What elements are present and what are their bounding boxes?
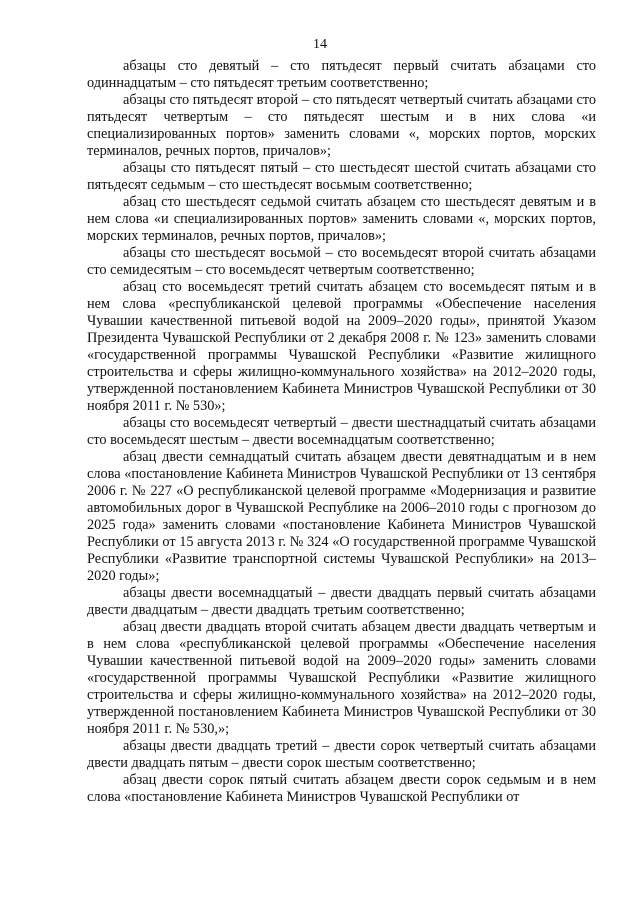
paragraph: абзацы двести двадцать третий – двести сорок четвертый считать абзацами двести двадцать пятым – двести сорок шестым соответственно; bbox=[87, 738, 596, 771]
paragraph: абзац сто шестьдесят седьмой считать абзацем сто шестьдесят девятым и в нем слова «и специализированных портов» заменить словами «, морских портов, морских терминалов, речных портов, причалов»; bbox=[87, 194, 596, 244]
paragraph: абзацы сто восемьдесят четвертый – двести шестнадцатый считать абзацами сто восемьдесят шестым – двести восемнадцатым соответственно; bbox=[87, 415, 596, 448]
paragraph: абзац двести сорок пятый считать абзацем двести сорок седьмым и в нем слова «постановление Кабинета Министров Чувашской Республики от bbox=[87, 772, 596, 805]
paragraph: абзац двести двадцать второй считать абзацем двести двадцать четвертым и в нем слова «республиканской целевой программы «Обеспечение населения Чувашии качественной питьевой водой на 2009–2020 годы» заменить словами «государственной программы Чувашской Республики «Развитие жилищного строительства и сферы жилищно-коммунального хозяйства» на 2012–2020 годы, утвержденной постановлением Кабинета Министров Чувашской Республики от 30 ноября 2011 г. № 530,»; bbox=[87, 619, 596, 737]
paragraph: абзацы сто девятый – сто пятьдесят первый считать абзацами сто одиннадцатым – сто пятьдесят третьим соответственно; bbox=[87, 58, 596, 91]
page-number: 14 bbox=[313, 37, 327, 52]
paragraph: абзацы сто шестьдесят восьмой – сто восемьдесят второй считать абзацами сто семидесятым – сто восемьдесят четвертым соответственно; bbox=[87, 245, 596, 278]
paragraph: абзацы сто пятьдесят второй – сто пятьдесят четвертый считать абзацами сто пятьдесят четвертым – сто пятьдесят шестым и в них слова «и специализированных портов» заменить словами «, морских портов, морских терминалов, речных портов, причалов»; bbox=[87, 92, 596, 159]
paragraph: абзац двести семнадцатый считать абзацем двести девятнадцатым и в нем слова «постановление Кабинета Министров Чувашской Республики от 13 сентября 2006 г. № 227 «О республиканской целевой программе «Модернизация и развитие автомобильных дорог в Чувашской Республике на 2006–2010 годы с прогнозом до 2025 года» заменить словами «постановление Кабинета Министров Чувашской Республики от 15 августа 2013 г. № 324 «О государственной программе Чувашской Республики «Развитие транспортной системы Чувашской Республики» на 2013–2020 годы»; bbox=[87, 449, 596, 584]
paragraph: абзацы сто пятьдесят пятый – сто шестьдесят шестой считать абзацами сто пятьдесят седьмым – сто шестьдесят восьмым соответственно; bbox=[87, 160, 596, 193]
paragraph: абзац сто восемьдесят третий считать абзацем сто восемьдесят пятым и в нем слова «республиканской целевой программы «Обеспечение населения Чувашии качественной питьевой водой на 2009–2020 годы», принятой Указом Президента Чувашской Республики от 2 декабря 2008 г. № 123» заменить словами «государственной программы Чувашской Республики «Развитие жилищного строительства и сферы жилищно-коммунального хозяйства» на 2012–2020 годы, утвержденной постановлением Кабинета Министров Чувашской Республики от 30 ноября 2011 г. № 530»; bbox=[87, 279, 596, 414]
paragraph: абзацы двести восемнадцатый – двести двадцать первый считать абзацами двести двадцатым – двести двадцать третьим соответственно; bbox=[87, 585, 596, 618]
document-body bbox=[87, 58, 596, 806]
